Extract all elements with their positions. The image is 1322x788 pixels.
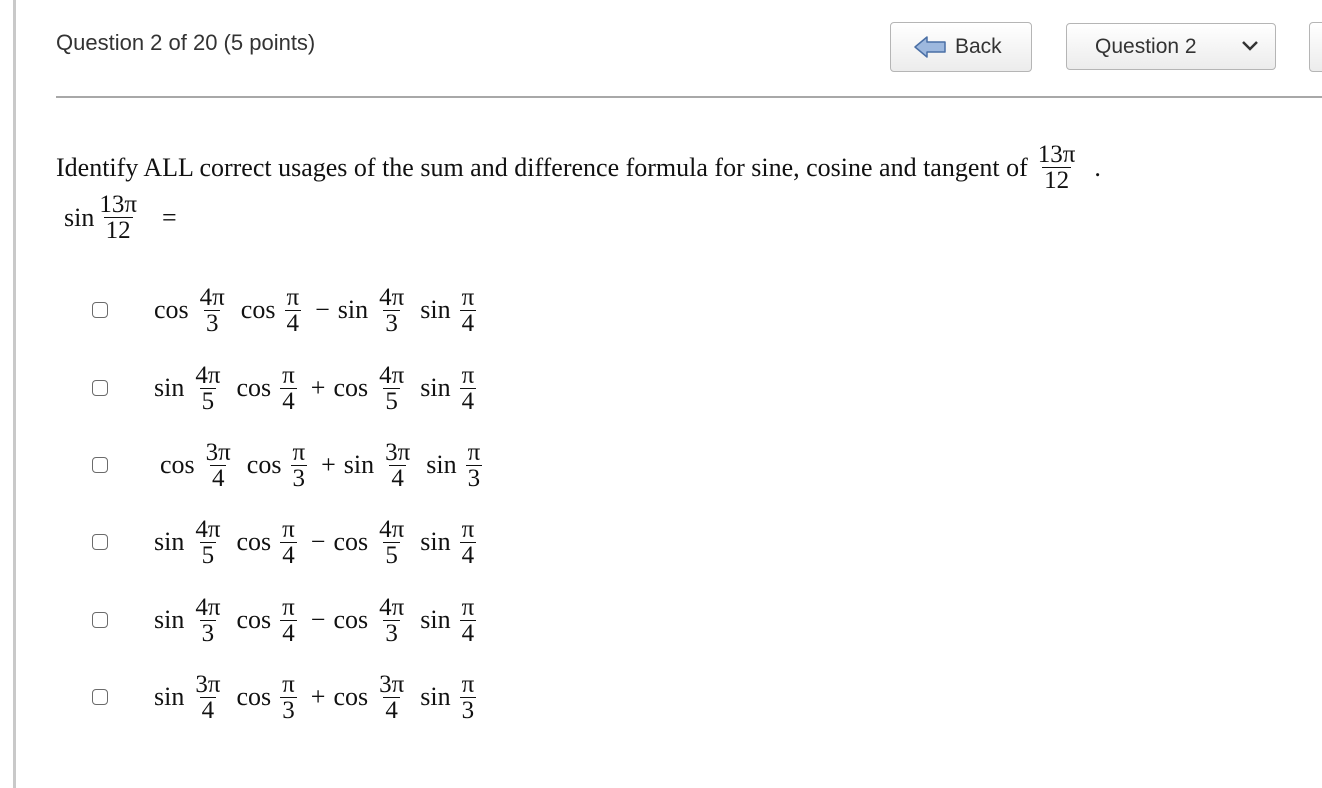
option-expression <box>154 285 490 335</box>
fraction-numerator: π <box>282 361 295 389</box>
fraction-numerator: 4π <box>379 361 405 389</box>
angle-fraction <box>466 440 483 491</box>
prompt-angle-fraction <box>1036 142 1078 193</box>
fraction-denominator: 3 <box>201 619 215 647</box>
chevron-down-icon <box>1241 37 1259 55</box>
trig-function: cos <box>236 527 272 556</box>
lhs-fraction <box>97 192 139 243</box>
question-select-value: Question 2 <box>1095 34 1197 58</box>
fraction-denominator: 3 <box>385 309 398 337</box>
trig-function: sin <box>420 527 451 556</box>
operator: + <box>310 682 326 711</box>
fraction-numerator: 4π <box>379 593 405 621</box>
trig-function: cos <box>333 682 369 711</box>
fraction-numerator: π <box>461 515 475 543</box>
angle-fraction <box>280 672 297 723</box>
next-button[interactable] <box>1309 22 1322 72</box>
angle-fraction <box>377 517 406 568</box>
fraction-denominator: 4 <box>461 619 475 647</box>
fraction-numerator: 13π <box>1037 141 1076 168</box>
fraction-denominator: 5 <box>201 387 215 415</box>
operator: − <box>315 295 330 324</box>
fraction-numerator: π <box>292 438 306 466</box>
fraction-denominator: 3 <box>282 696 295 724</box>
fraction-numerator: 4π <box>379 283 405 311</box>
fraction-numerator: π <box>461 670 475 698</box>
fraction-denominator: 4 <box>282 387 295 415</box>
back-button[interactable] <box>890 22 1032 72</box>
fraction-denominator: 5 <box>201 541 215 569</box>
fraction-numerator: 3π <box>195 670 221 698</box>
equation-lhs <box>64 192 177 243</box>
angle-fraction <box>460 595 477 646</box>
fraction-numerator: π <box>282 593 295 621</box>
fraction-numerator: 4π <box>195 593 221 621</box>
angle-fraction <box>193 363 222 414</box>
trig-function: cos <box>236 373 272 402</box>
angle-fraction <box>383 440 412 491</box>
trig-function: sin <box>426 450 457 479</box>
fraction-denominator: 4 <box>201 696 215 724</box>
fraction-denominator: 3 <box>292 464 306 492</box>
option-checkbox[interactable] <box>92 534 108 550</box>
option-checkbox[interactable] <box>92 689 108 705</box>
trig-function: sin <box>154 527 185 556</box>
lhs-function: sin <box>64 202 95 232</box>
option-checkbox[interactable] <box>92 457 108 473</box>
fraction-denominator: 4 <box>282 619 295 647</box>
fraction-numerator: 4π <box>195 515 221 543</box>
trig-function: sin <box>154 682 185 711</box>
fraction-numerator: π <box>467 438 481 466</box>
trig-function: sin <box>420 682 451 711</box>
fraction-numerator: 4π <box>195 361 221 389</box>
fraction-denominator: 5 <box>385 387 398 415</box>
operator: + <box>310 373 326 402</box>
option-expression <box>160 440 496 490</box>
fraction-numerator: π <box>461 593 475 621</box>
fraction-numerator: 4π <box>199 283 225 311</box>
angle-fraction <box>377 672 406 723</box>
fraction-denominator: 4 <box>282 541 295 569</box>
angle-fraction <box>460 672 477 723</box>
fraction-denominator: 4 <box>391 464 404 492</box>
trig-function: cos <box>333 373 369 402</box>
angle-fraction <box>280 363 297 414</box>
fraction-denominator: 4 <box>461 541 475 569</box>
operator: + <box>321 450 336 479</box>
trig-function: cos <box>333 527 369 556</box>
trig-function: cos <box>160 450 195 479</box>
fraction-denominator: 3 <box>467 464 481 492</box>
angle-fraction <box>280 595 297 646</box>
fraction-numerator: π <box>286 283 300 311</box>
trig-function: cos <box>236 682 272 711</box>
fraction-numerator: 3π <box>385 438 411 466</box>
trig-function: sin <box>343 450 375 479</box>
angle-fraction <box>193 595 222 646</box>
fraction-denominator: 4 <box>461 309 475 337</box>
angle-fraction <box>193 672 222 723</box>
option-checkbox[interactable] <box>92 612 108 628</box>
operator: − <box>310 527 326 556</box>
angle-fraction <box>290 440 307 491</box>
fraction-numerator: π <box>282 515 295 543</box>
trig-function: cos <box>154 295 189 324</box>
trig-function: cos <box>240 295 276 324</box>
prompt-period: . <box>1094 152 1101 182</box>
option-checkbox[interactable] <box>92 302 108 318</box>
fraction-numerator: π <box>282 670 295 698</box>
operator: − <box>310 605 326 634</box>
trig-function: sin <box>154 373 185 402</box>
fraction-numerator: π <box>461 361 475 389</box>
fraction-denominator: 3 <box>205 309 219 337</box>
header-divider <box>56 96 1322 98</box>
back-arrow-icon <box>913 36 947 58</box>
left-border <box>13 0 16 788</box>
fraction-denominator: 3 <box>461 696 475 724</box>
prompt-text: Identify ALL correct usages of the sum and difference formula for sine, cosine and tangent of <box>56 152 1028 182</box>
fraction-numerator: 13π <box>99 191 137 218</box>
trig-function: cos <box>246 450 282 479</box>
fraction-numerator: 3π <box>379 670 405 698</box>
angle-fraction <box>204 440 233 491</box>
angle-fraction <box>198 285 227 336</box>
question-prompt <box>56 142 1101 193</box>
angle-fraction <box>377 595 406 646</box>
fraction-denominator: 4 <box>461 387 475 415</box>
fraction-denominator: 4 <box>286 309 300 337</box>
fraction-denominator: 12 <box>105 217 131 244</box>
option-expression <box>154 517 490 567</box>
trig-function: sin <box>420 295 451 324</box>
question-counter: Question 2 of 20 (5 points) <box>56 30 316 55</box>
angle-fraction <box>377 363 406 414</box>
fraction-numerator: 3π <box>205 438 231 466</box>
angle-fraction <box>377 285 406 336</box>
trig-function: sin <box>420 605 451 634</box>
trig-function: sin <box>420 373 451 402</box>
fraction-denominator: 3 <box>385 619 398 647</box>
option-expression <box>154 672 490 722</box>
angle-fraction <box>193 517 222 568</box>
trig-function: cos <box>236 605 272 634</box>
fraction-denominator: 12 <box>1044 167 1070 194</box>
back-button-label: Back <box>955 35 1002 58</box>
angle-fraction <box>284 285 301 336</box>
fraction-numerator: 4π <box>379 515 405 543</box>
angle-fraction <box>460 363 477 414</box>
fraction-numerator: π <box>461 283 475 311</box>
angle-fraction <box>460 517 477 568</box>
angle-fraction <box>460 285 477 336</box>
equals-sign: = <box>161 202 177 232</box>
trig-function: cos <box>333 605 369 634</box>
option-checkbox[interactable] <box>92 380 108 396</box>
fraction-denominator: 4 <box>385 696 398 724</box>
question-select[interactable] <box>1066 23 1276 70</box>
option-expression <box>154 595 490 645</box>
angle-fraction <box>280 517 297 568</box>
fraction-denominator: 4 <box>211 464 225 492</box>
trig-function: sin <box>154 605 185 634</box>
option-expression <box>154 363 490 413</box>
trig-function: sin <box>337 295 369 324</box>
fraction-denominator: 5 <box>385 541 398 569</box>
